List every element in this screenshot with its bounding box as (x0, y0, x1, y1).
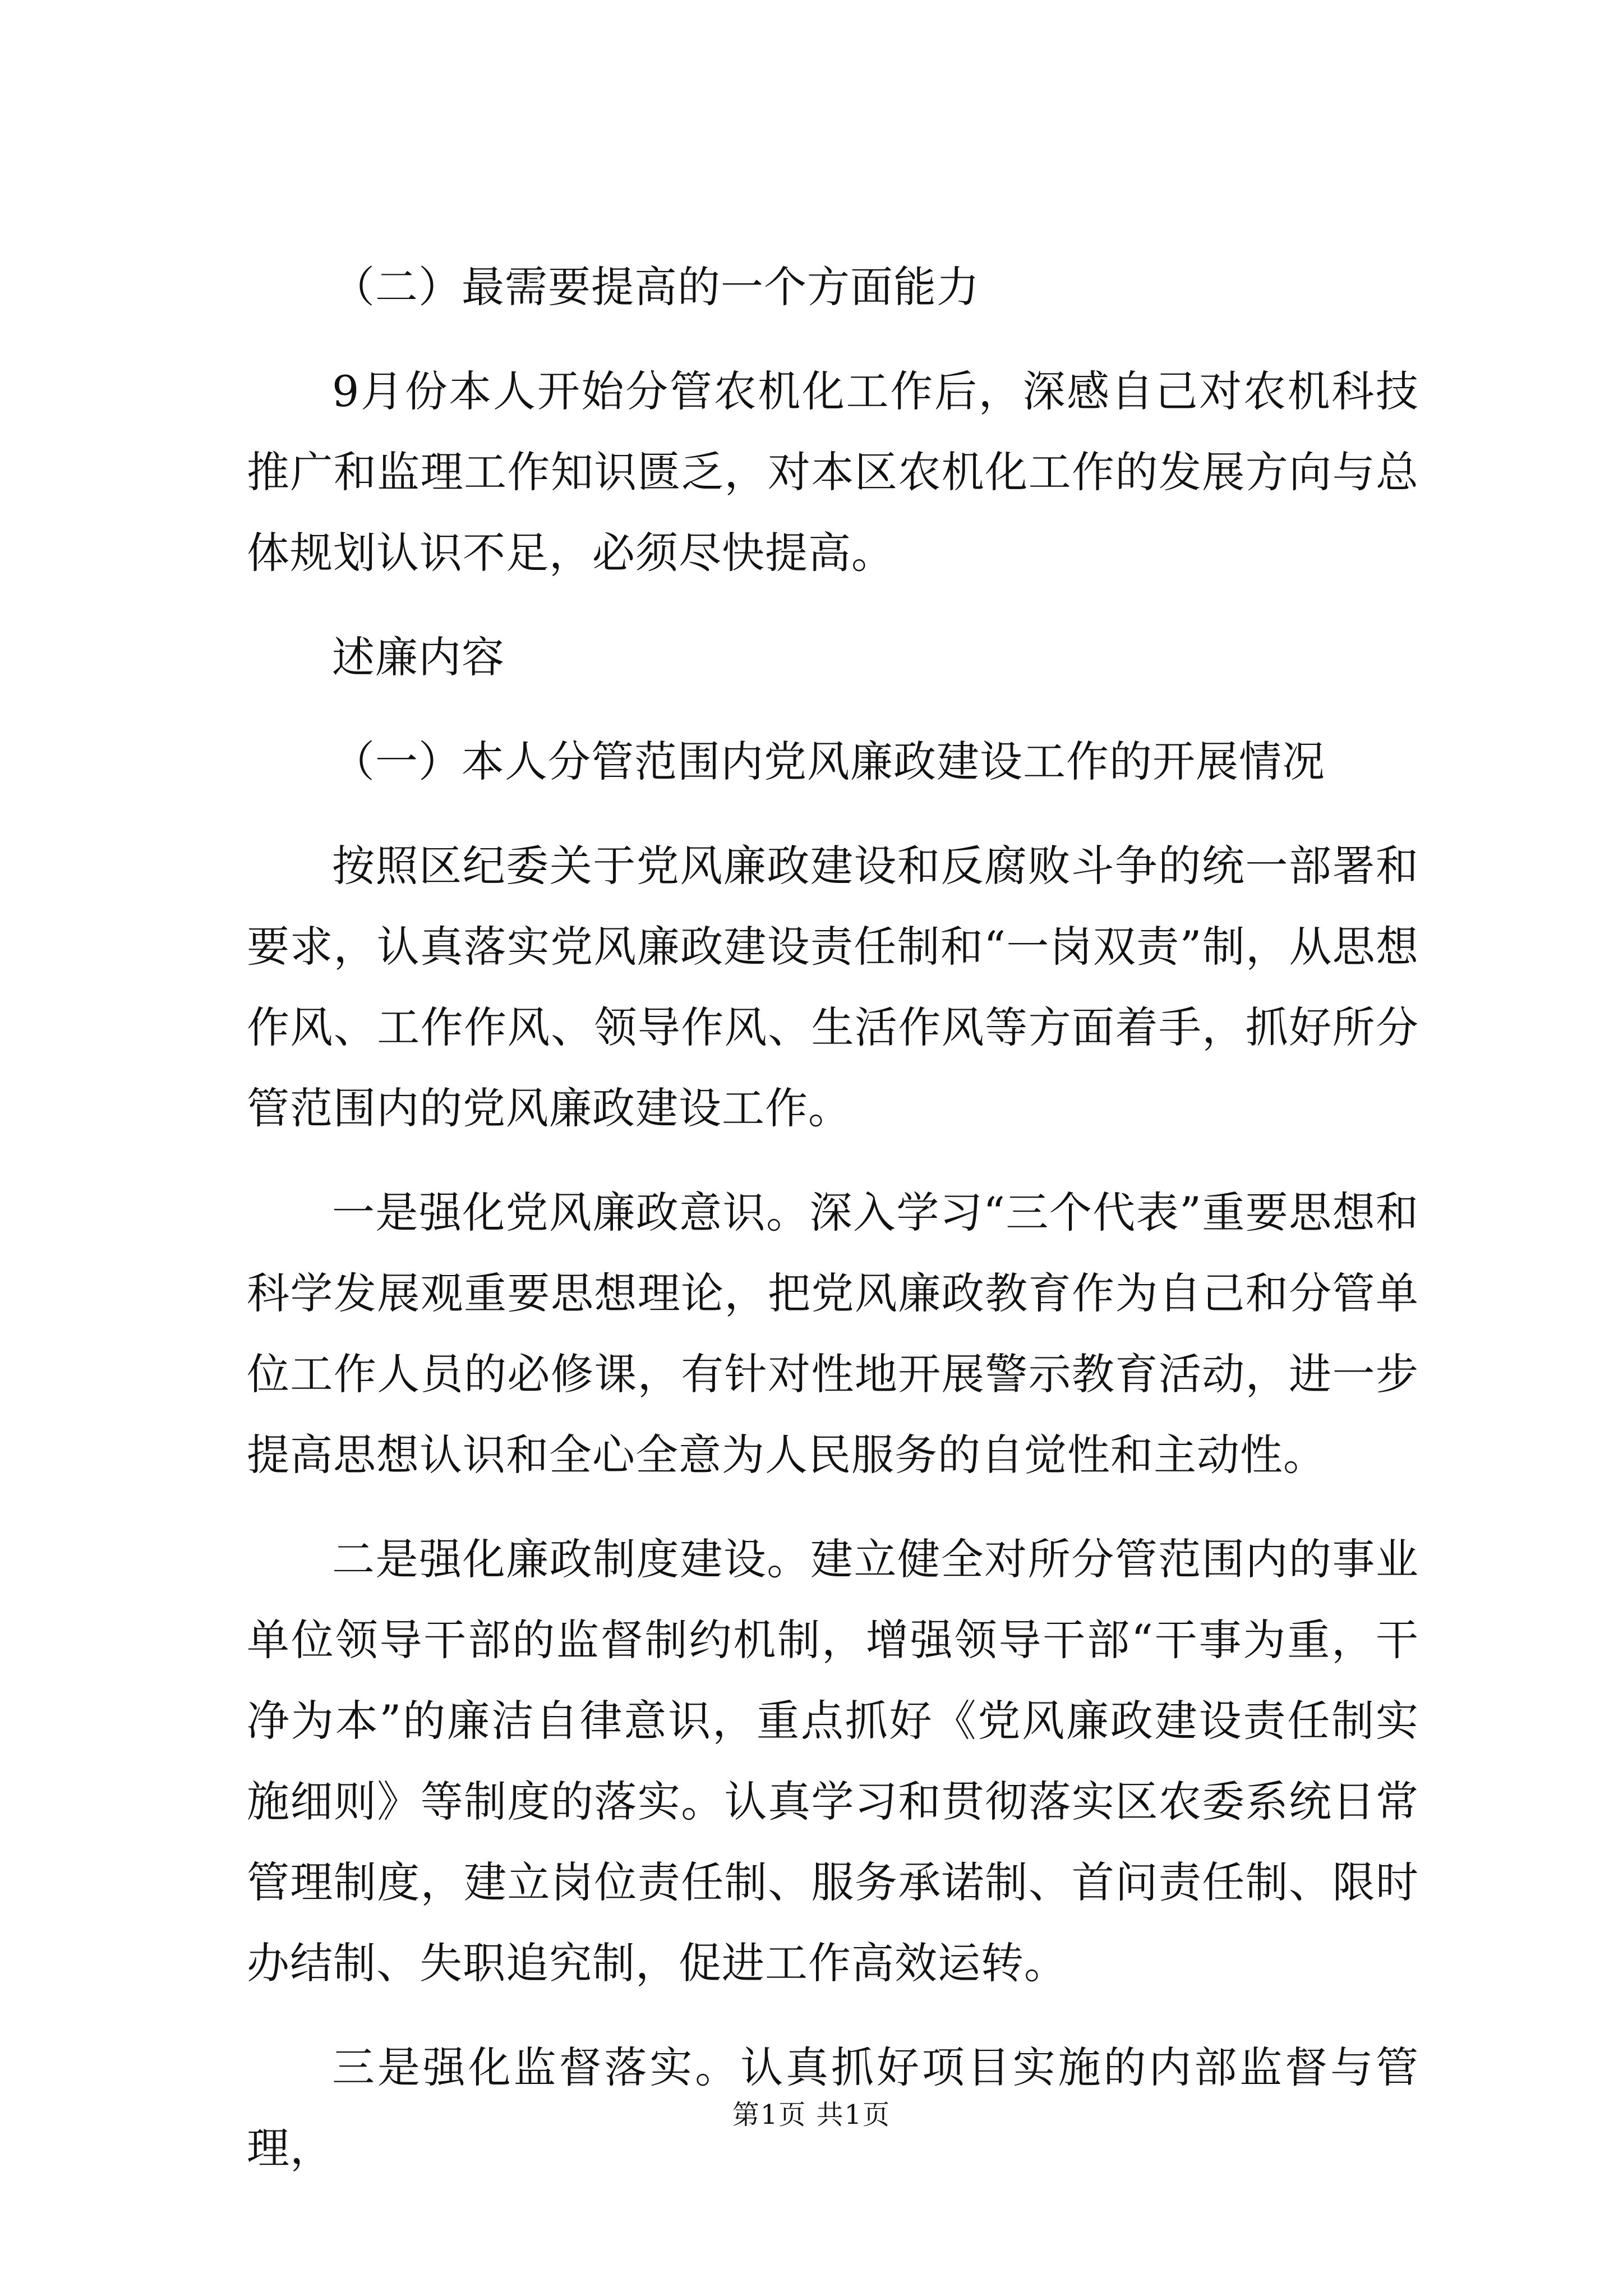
section-heading-integrity: 述廉内容 (332, 632, 505, 682)
paragraph-ability-detail: 9月份本人开始分管农机化工作后，深感自己对农机科技推广和监理工作知识匮乏，对本区农机化工作的发展方向与总体规划认识不足，必须尽快提高。 (247, 366, 1419, 578)
section-heading-ability: （二）最需要提高的一个方面能力 (332, 262, 980, 312)
paragraph-point-three: 三是强化监督落实。认真抓好项目实施的内部监督与管理， (247, 2042, 1419, 2173)
paragraph-deployment: 按照区纪委关于党风廉政建设和反腐败斗争的统一部署和要求，认真落实党风廉政建设责任制和“一岗双责”制，从思想作风、工作作风、领导作风、生活作风等方面着手，抓好所分管范围内的党风廉政建设工作。 (247, 841, 1419, 1133)
paragraph-point-two: 二是强化廉政制度建设。建立健全对所分管范围内的事业单位领导干部的监督制约机制，增强领导干部“干事为重，干净为本”的廉洁自律意识，重点抓好《党风廉政建设责任制实施细则》等制度的落实。认真学习和贯彻落实区农委系统日常管理制度，建立岗位责任制、服务承诺制、首问责任制、限时办结制、失职追究制，促进工作高效运转。 (247, 1534, 1419, 1988)
document-body (247, 247, 1419, 2212)
page-number-footer: 第1页 共1页 (732, 2099, 891, 2131)
subsection-heading-party-conduct: （一）本人分管范围内党风廉政建设工作的开展情况 (332, 737, 1325, 786)
paragraph-point-one: 一是强化党风廉政意识。深入学习“三个代表”重要思想和科学发展观重要思想理论，把党风廉政教育作为自己和分管单位工作人员的必修课，有针对性地开展警示教育活动，进一步提高思想认识和全心全意为人民服务的自觉性和主动性。 (247, 1188, 1419, 1480)
